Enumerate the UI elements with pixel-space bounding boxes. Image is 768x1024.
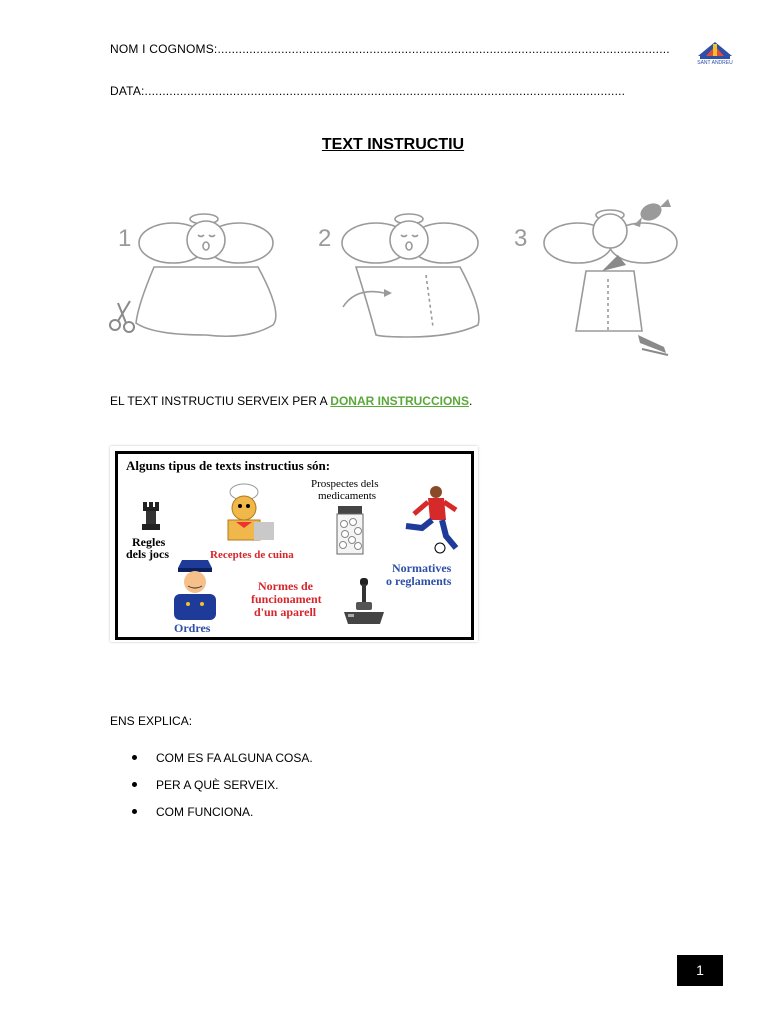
intro-sentence	[110, 394, 472, 408]
prospectes-label-line2: medicaments	[318, 490, 377, 502]
date-field-line: DATA:........................................................................................................................................	[110, 84, 626, 98]
intro-suffix: .	[468, 394, 473, 408]
police-officer-icon	[168, 558, 222, 622]
step-number: 3	[514, 225, 528, 252]
figure-heading: Alguns tipus de texts instructius són:	[126, 458, 331, 473]
regles-label-line2: dels jocs	[126, 547, 169, 561]
bullet-icon	[132, 782, 137, 787]
name-field-line: NOM I COGNOMS:................................................................................................................................	[110, 42, 670, 56]
normes-label-line3: d'un aparell	[254, 605, 317, 619]
angel-steps-illustration	[108, 195, 688, 365]
figure-frame	[115, 451, 474, 640]
list-item	[110, 777, 313, 804]
prospectes-label-line1: Prospectes dels	[311, 478, 379, 490]
chess-rook-icon	[140, 500, 162, 532]
step-number: 2	[318, 225, 332, 252]
list-item-text: COM ES FA ALGUNA COSA.	[156, 751, 313, 765]
chef-icon	[214, 482, 276, 546]
list-item-text: COM FUNCIONA.	[156, 805, 254, 819]
school-logo	[692, 38, 738, 72]
scissors-icon	[108, 299, 138, 335]
instructional-types-figure	[110, 446, 478, 642]
normes-label-line1: Normes de	[258, 579, 313, 593]
page-number: 1	[677, 955, 723, 986]
logo-text: SANT ANDREU	[697, 60, 733, 66]
joystick-icon	[342, 576, 386, 628]
bullet-icon	[132, 809, 137, 814]
candy-icon	[628, 195, 674, 229]
list-item-text: PER A QUÈ SERVEIX.	[156, 778, 279, 792]
fold-corner-icon	[600, 251, 630, 275]
stapler-icon	[636, 331, 672, 357]
normatives-label-line2: o reglaments	[386, 574, 452, 588]
ordres-label: Ordres	[174, 621, 211, 635]
explica-label: ENS EXPLICA:	[110, 714, 193, 728]
explica-list	[110, 750, 313, 831]
page-title: TEXT INSTRUCTIU	[321, 136, 465, 153]
medicine-jar-icon	[334, 504, 366, 556]
step-number: 1	[118, 225, 132, 252]
intro-prefix: EL TEXT INSTRUCTIU SERVEIX PER A	[110, 394, 331, 408]
bullet-icon	[132, 755, 137, 760]
list-item	[110, 804, 313, 831]
normatives-label-line1: Normatives	[392, 561, 452, 575]
receptes-label: Receptes de cuina	[210, 549, 294, 561]
regles-label-line1: Regles	[132, 535, 166, 549]
normes-label-line2: funcionament	[251, 592, 322, 606]
soccer-player-icon	[396, 484, 464, 556]
list-item	[110, 750, 313, 777]
donar-instruccions-link[interactable]: DONAR INSTRUCCIONS	[330, 394, 469, 408]
